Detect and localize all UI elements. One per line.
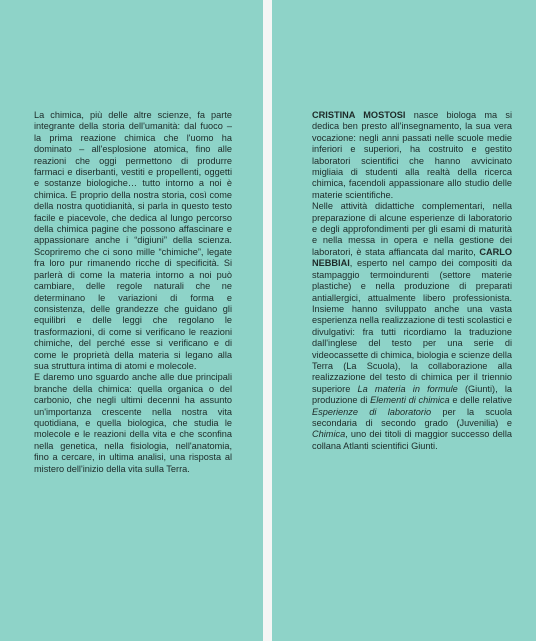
- bio-text: , esperto nel campo dei compositi da stampaggio termoindurenti (settore materie plastiche) e nella produzione di preparati antiallergici, attualmente libero professionista. Insieme hanno sviluppato anche una vasta esperienza nella realizzazione di testi scolastici e divulgativi: fra tutti ricordiamo la traduzione dall'inglese del testo per una serie di videocassette di chimica, biologia e scienze della Terra (La Scuola), la collaborazione alla realizzazione del testo di chimica per il triennio superiore: [312, 258, 512, 394]
- bio-text: Nelle attività didattiche complementari, nella preparazione di alcune esperienze di laboratorio e degli approfondimenti per gli esami di maturità e nella messa in opera e nella gestione dei laboratori, è stata affiancata dal marito,: [312, 201, 512, 257]
- author-name: CRISTINA MOSTOSI: [312, 110, 406, 120]
- bio-text: , uno dei titoli di maggior successo della collana Atlanti scientifici Giunti.: [312, 429, 512, 451]
- author-bio: [312, 110, 512, 452]
- bio-paragraph-1: [312, 110, 512, 201]
- bio-text: (Giunti), la produzione di: [312, 383, 512, 406]
- bio-text: per la scuola secondaria di secondo grado (Juvenilia) e: [312, 406, 512, 428]
- description-paragraph-1: La chimica, più delle altre scienze, fa parte integrante della storia dell'umanità: dal fuoco – la prima reazione chimica che l'uomo ha dominato – all'esplosione atomica, fino alle reazioni che oggi permettono di produrre farmaci e diserbanti, vestiti e propellenti, oggetti e sostanze biologiche… tutto intorno a noi è chimica. E proprio della nostra storia, così come della nostra quotidianità, si parla in questo testo facile e piacevole, che dedica al lungo percorso della chimica pagine che possono affascinare e appassionare anche i “digiuni” della scienza. Scopriremo che ci sono mille “chimiche”, legate fra loro pur rimanendo ricche di specificità. Si parlerà di come la materia intorno a noi può cambiare, delle regole naturali che ne determinano le variazioni di forma e consistenza, delle grandezze che guidano gli equilibri e delle leggi che regolano le trasformazioni, di come si verificano le reazioni chimiche, del perché esse si verificano e di come le proprietà della materia si legano alla sua struttura intima di atomi e molecole.: [34, 110, 232, 371]
- bio-paragraph-2: [312, 201, 512, 452]
- book-title: La materia in formule: [357, 383, 458, 394]
- coauthor-name: CARLO NEBBIAI: [312, 246, 512, 269]
- book-title: Esperienze di laboratorio: [312, 406, 432, 417]
- right-flap: [272, 0, 536, 641]
- left-flap: [0, 0, 263, 641]
- bio-text: nasce biologa ma si dedica ben presto all'insegnamento, la sua vera vocazione: negli anni passati nelle scuole medie inferiori e superiori, ha costruito e gestito laboratori scientifici che hanno avvicinato migliaia di studenti alla realtà della ricerca chimica, facendoli appassionare allo studio delle materie scientifiche.: [312, 110, 512, 200]
- description-paragraph-2: E daremo uno sguardo anche alle due principali branche della chimica: quella organica o del carbonio, che negli ultimi decenni ha assunto un'importanza crescente nella nostra vita quotidiana, e quella biologica, che studia le molecole e le reazioni della vita e che sconfina nella genetica, nella fisiologia, nell'anatomia, fino a cercare, in ultima analisi, una risposta al mistero dell'inizio della vita sulla Terra.: [34, 372, 232, 474]
- book-description: [34, 110, 232, 475]
- bio-text: e delle relative: [449, 395, 513, 406]
- book-title: Chimica: [312, 429, 346, 440]
- book-title: Elementi di chimica: [370, 395, 450, 406]
